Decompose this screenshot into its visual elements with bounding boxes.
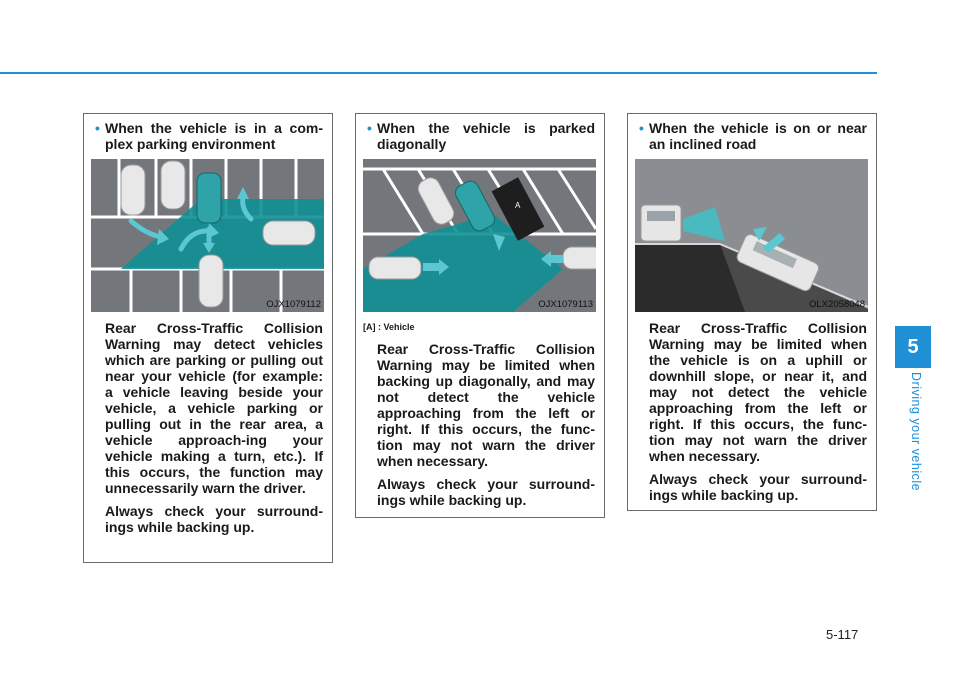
- parking-lot-illustration: [91, 159, 324, 312]
- heading-text: When the vehicle is in a com-plex parking environment: [105, 120, 323, 152]
- figure-inclined-road: [635, 159, 868, 312]
- section-body: [105, 320, 323, 542]
- section-heading: [639, 120, 867, 152]
- chapter-tab: 5: [895, 326, 931, 368]
- figure-code: OLX2058048: [809, 299, 865, 310]
- bullet-icon: •: [95, 120, 100, 136]
- figure-caption: [A] : Vehicle: [363, 322, 415, 332]
- section-inclined-road: [627, 113, 877, 511]
- bullet-icon: •: [367, 120, 372, 136]
- header-rule: [0, 72, 877, 74]
- heading-text: When the vehicle is on or near an inclined road: [649, 120, 867, 152]
- vehicle-label: A: [515, 201, 521, 210]
- page-number: 5-117: [826, 627, 859, 642]
- body-paragraph: Rear Cross-Traffic Collision Warning may be limited when the vehicle is on a uphill or downhill slope, or near it, and may not detect the vehicle approaching from the left or right. If this occurs, the func-tion may not warn the driver when necessary.: [649, 320, 867, 464]
- section-heading: [367, 120, 595, 152]
- body-paragraph: Always check your surround-ings while backing up.: [105, 503, 323, 535]
- figure-code: OJX1079112: [266, 299, 321, 310]
- body-paragraph: Always check your surround-ings while backing up.: [377, 476, 595, 508]
- figure-code: OJX1079113: [538, 299, 593, 310]
- body-paragraph: Rear Cross-Traffic Collision Warning may detect vehicles which are parking or pulling out near your vehicle (for example: a vehicle leaving beside your vehicle, a vehicle parking or pulling out in the rear area, a vehicle approach-ing your vehicle making a turn, etc.). If this occurs, the function may unnecessarily warn the driver.: [105, 320, 323, 496]
- section-complex-parking: [83, 113, 333, 563]
- section-heading: [95, 120, 323, 152]
- figure-complex-parking: [91, 159, 324, 312]
- heading-text: When the vehicle is parked diagonally: [377, 120, 595, 152]
- diagonal-parking-illustration: [363, 159, 596, 312]
- section-body: [377, 341, 595, 515]
- chapter-title: Driving your vehicle: [909, 372, 923, 492]
- body-paragraph: Always check your surround-ings while backing up.: [649, 471, 867, 503]
- bullet-icon: •: [639, 120, 644, 136]
- inclined-road-illustration: [635, 159, 868, 312]
- body-paragraph: Rear Cross-Traffic Collision Warning may be limited when backing up diagonally, and may not detect the vehicle approaching from the left or right. If this occurs, the func-tion may not warn the driver when necessary.: [377, 341, 595, 469]
- figure-diagonal-parking: [363, 159, 596, 312]
- section-diagonal-parking: [355, 113, 605, 518]
- section-body: [649, 320, 867, 510]
